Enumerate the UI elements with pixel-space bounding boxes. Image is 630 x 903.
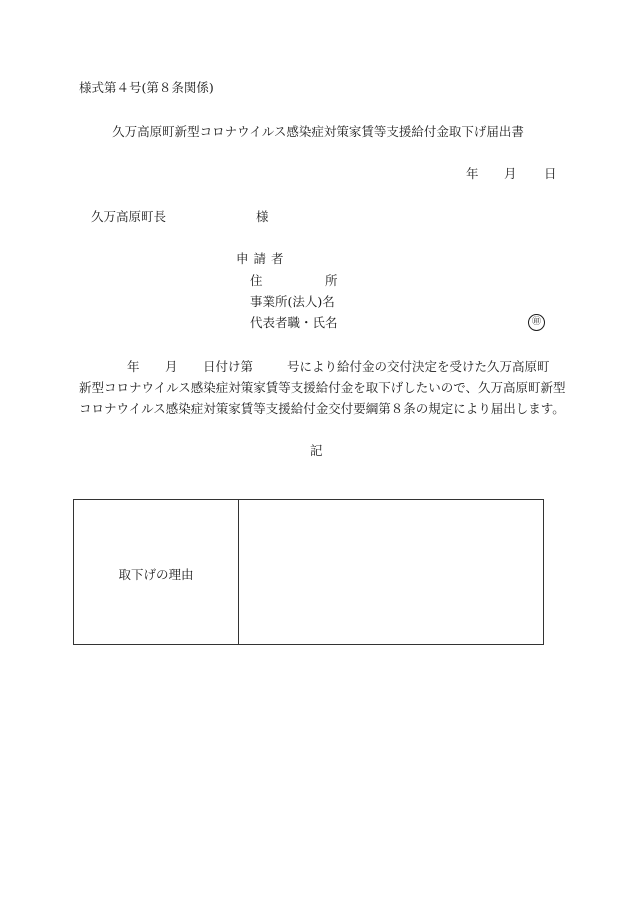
office-name-label: 事業所(法人)名: [250, 294, 335, 309]
applicant-heading: 申請者: [236, 251, 289, 266]
representative-label: 代表者職・氏名: [250, 315, 338, 330]
date-month: 月: [504, 166, 517, 181]
reason-label: 取下げの理由: [118, 567, 194, 582]
ki-mark: 記: [310, 443, 323, 458]
reason-label-cell: [74, 500, 239, 644]
reason-table: [73, 499, 544, 645]
date-line: [466, 168, 557, 181]
date-year: 年: [466, 166, 479, 181]
addressee-honorific: 様: [256, 209, 269, 224]
addressee-name: 久万高原町長: [91, 209, 167, 224]
document-title: 久万高原町新型コロナウイルス感染症対策家賃等支援給付金取下げ届出書: [112, 124, 524, 139]
reason-value-cell[interactable]: [239, 500, 543, 644]
date-day: 日: [544, 166, 557, 181]
body-line-2: 新型コロナウイルス感染症対策家賃等支援給付金を取下げしたいので、久万高原町新型: [79, 380, 566, 395]
body-line-1: [79, 361, 550, 374]
body-year: 年: [127, 359, 140, 374]
body-month: 月: [165, 359, 178, 374]
body-day-suffix: 日付け第: [203, 359, 254, 374]
address-label-part-1: 住: [250, 273, 263, 288]
address-label: [250, 275, 338, 288]
body-line-3: コロナウイルス感染症対策家賃等支援給付金交付要綱第８条の規定により届出します。: [79, 401, 565, 416]
form-number: 様式第４号(第８条関係): [79, 80, 214, 95]
seal-mark-icon: ㊞: [528, 314, 545, 331]
body-line-1-rest: 号により給付金の交付決定を受けた久万高原町: [287, 359, 550, 374]
address-label-part-2: 所: [325, 273, 338, 288]
